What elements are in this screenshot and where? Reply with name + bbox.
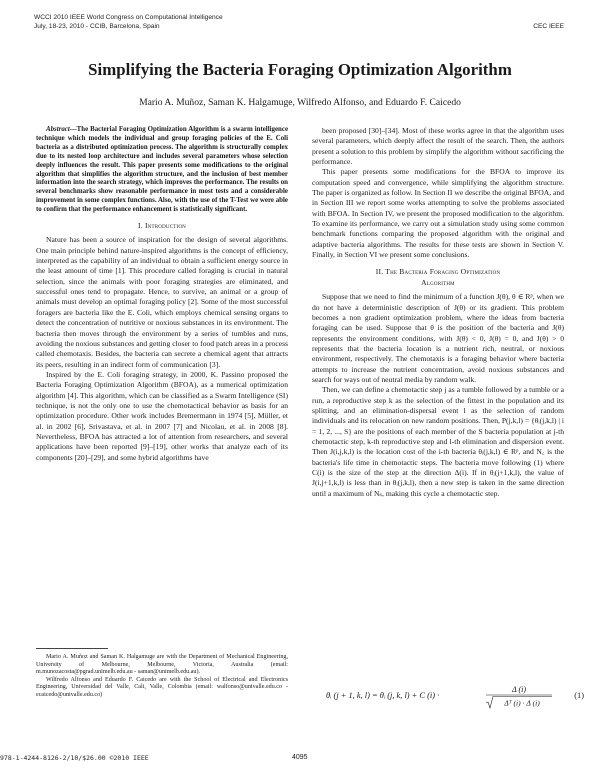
section-heading-bfoa-line1: II. The Bacteria Foraging Optimization [375, 267, 501, 277]
right-column [312, 126, 564, 499]
section-heading-introduction: I. Introduction [138, 221, 186, 231]
paper-title: Simplifying the Bacteria Foraging Optimization Algorithm [88, 60, 512, 79]
footnote-paragraph-2: Wilfredo Alfonso and Eduardo F. Caicedo are with the School of Electrical and Electronics Engineering, Universidad del Valle, Cali, Valle, Colombia (email: walfonso@univalle.edu.co - ecaicedo@univalle.edu.co) [36, 676, 288, 698]
abstract-text: —The Bacterial Foraging Optimization Algorithm is a swarm intelligence technique which models the individual and group foraging policies of the E. Coli bacteria as a distributed optimization process. The algorithm is structurally complex due to its nested loop architecture and includes several parameters whose selection deeply influences the result. This paper presents some modifications to the original algorithm that simplifies the algorithm structure, and the inclusion of best member information into the search strategy, which improves the performance. The results on several benchmarks show reasonable performance in most tests and a considerable improvement in some complex functions. Also, with the use of the T-Test we were able to confirm that the performance enhancement is statistically significant. [36, 126, 288, 214]
equation-number: (1) [574, 691, 584, 700]
conference-dates: July, 18-23, 2010 - CCIB, Barcelona, Spain [34, 22, 160, 30]
abstract [36, 126, 288, 215]
left-column [36, 126, 288, 463]
section-heading-bfoa-line2: Algorithm [421, 277, 455, 287]
section-heading-bfoa [312, 267, 564, 288]
paragraph-bfoa-2: Then, we can define a chemotactic step j as a tumble followed by a tumble or a run, a reproductive step k as the selection of the fittest in the population and its splitting, and an elimination-dispersal event l as the selection of random individuals and its relocation on new random positions. Then, P(j,k,l) = {θᵢ(j,k,l) | i = 1, 2, ..., S} are the positions of each member of the S bacteria population at j-th chemotactic step, k-th reproductive step and l-th elimination and dispersion event. Then J(i,j,k,l) is the location cost of the i-th bacteria θᵢ(j,k,l) ∈ Rᵖ, and N꜀ is the bacteria's life time in chemotactic steps. The bacteria move following (1) where C(i) is the size of the step at the direction Δ(i). If in θᵢ(j+1,k,l), the value of J(i,j+1,k,l) is less than in θᵢ(j,k,l), then a new step is taken in the same direction until a maximum of Nₛ, making this cycle a chemotactic step. [312, 385, 564, 498]
paragraph-intro-1: Nature has been a source of inspiration for the design of several algorithms. One main principle behind nature-inspired algorithms is the concept of efficiency, interpreted as the capability of an individual to obtain a sufficient energy source in the least amount of time [1]. This procedure called foraging is crucial in natural selection, since the animals with poor foraging strategies are eliminated, and successful ones tend to propagate. Hence, to survive, an animal or a group of animals must develop an optimal foraging policy [2]. Some of the most successful foragers are bacteria like the E. Coli, which employs chemical sensing organs to detect the concentration of nutritive or noxious substances in its environment. The bacteria then moves through the environment by a series of tumbles and runs, avoiding the noxious substances and getting closer to food patch areas in a process called chemotaxis. Besides, the bacteria can secrete a chemical agent that attracts its peers, resulting in an indirect form of communication [3]. [36, 235, 288, 369]
paragraph-right-2: This paper presents some modifications for the BFOA to improve its computation speed and convergence, while simplifying the algorithm structure. The paper is organized as follow. In Section II we describe the original BFOA, and in Section III we report some works attempting to solve the problems associated with BFOA. In Section IV, we present the proposed modification to the algorithm. To examine its performance, we carry out a simulation study using some common benchmark functions comparing the proposed algorithm with the original and adaptive bacteria algorithms. The results for these tests are shown in Section V. Finally, in Section VI we present some conclusions. [312, 167, 564, 260]
abstract-label: Abstract [46, 126, 70, 133]
paper-authors: Mario A. Muñoz, Saman K. Halgamuge, Wilfredo Alfonso, and Eduardo F. Caicedo [139, 97, 461, 108]
track-label: CEC IEEE [533, 23, 564, 30]
running-header [34, 14, 223, 31]
page-number: 4095 [292, 754, 308, 761]
equation-1 [326, 682, 588, 710]
conference-name: WCCI 2010 IEEE World Congress on Computational Intelligence [34, 14, 223, 21]
equation-numerator: Δ (i) [511, 685, 527, 694]
author-footnote [36, 654, 288, 700]
paragraph-right-1: been proposed [30]–[34]. Most of these works agree in that the algorithm uses several parameters, which deeply affect the result of the search. Then, the authors present a solution to this problem by simplify the algorithm without sacrificing the performance. [312, 126, 564, 167]
paragraph-intro-2: Inspired by the E. Coli foraging strategy, in 2000, K. Passino proposed the Bacteria Foraging Optimization Algorithm (BFOA), as a numerical optimization algorithm [4]. This algorithm, which can be classified as a Swarm Intelligence (SI) technique, is not the only one to use the chemotactical behavior as basis for an optimization procedure. Other work includes Bremermann in 1974 [5], Müller, et al. in 2002 [6], Srivastava, et al. in 2007 [7] and Nicolau, et al. in 2008 [8]. Nevertheless, BFOA has attracted a lot of attention from researchers, and several applications have been reported [9]–[19], other works that analyze each of its components [20]–[29], and some hybrid algorithms have [36, 369, 288, 462]
footnote-paragraph-1: Mario A. Muñoz and Saman K. Halgamuge are with the Department of Mechanical Engineering, University of Melbourne, Melbourne, Victoria, Australia (email: m.munozacosta@pgrad.unimelb.edu.au - saman@unimelb.edu.au). [36, 654, 288, 676]
equation-lhs: θᵢ (j + 1, k, l) = θᵢ (j, k, l) + C (i) · [326, 691, 440, 700]
footnote-rule [36, 648, 108, 649]
equation-denominator: Δᵀ (i) · Δ (i) [504, 698, 540, 708]
paragraph-bfoa-1: Suppose that we need to find the minimum of a function J(θ), θ ∈ Rᵖ, when we do not have a deterministic description of J(θ) or its gradient. This problem becomes a non gradient optimization problem, where the ideas from bacteria foraging can be used. Suppose that θ is the position of the bacteria and J(θ) represents the environment conditions, with J(θ) < 0, J(θ) = 0, and J(θ) > 0 represents that the bacteria location is a nutrient rich, neutral, or noxious environment, respectively. The chemotaxis is a foraging behavior where bacteria attempts to increase the nutrient concentration, avoid noxious substances and search for ways out of neutral media by random walk. [312, 292, 564, 384]
isbn-line: 978-1-4244-8126-2/10/$26.00 ©2010 IEEE [0, 754, 149, 762]
